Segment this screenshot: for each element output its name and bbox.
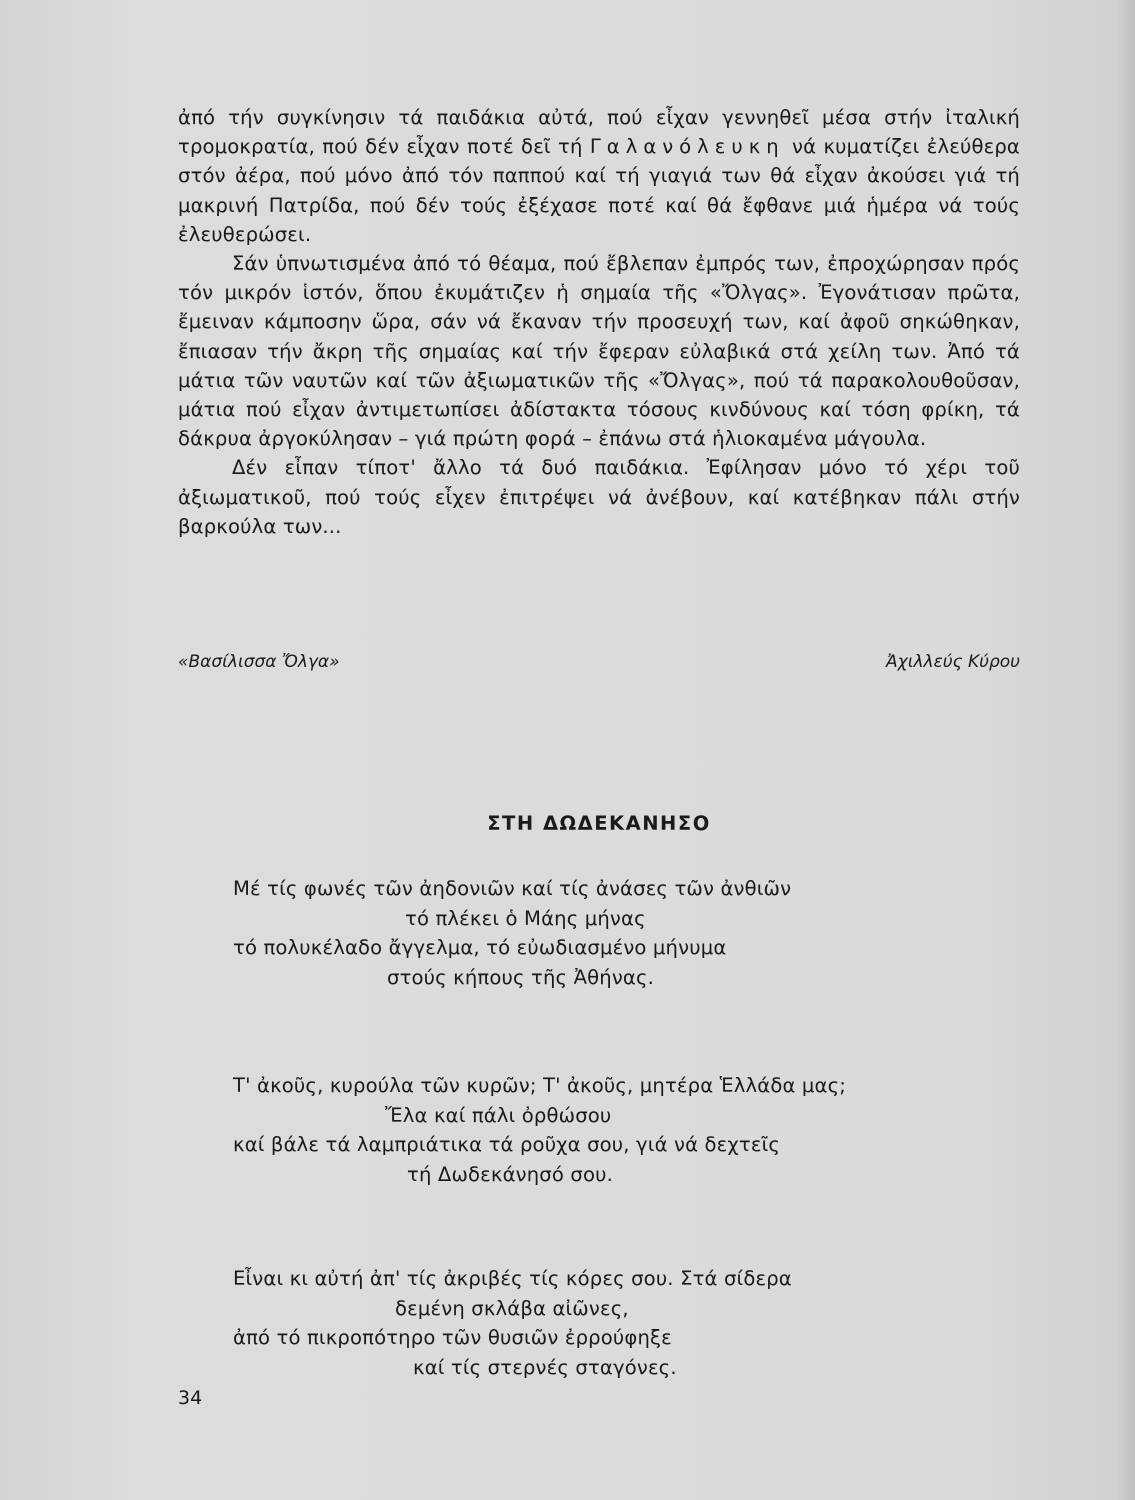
poem-stanza-1	[233, 874, 791, 992]
poem-line: δεμένη σκλάβα αἰῶνες,	[395, 1296, 629, 1320]
citation-author: Ἀχιλλεύς Κύρου	[886, 652, 1020, 672]
poem-stanza-3	[233, 1264, 792, 1382]
poem-line: καί βάλε τά λαμπριάτικα τά ροῦχα σου, γιά νά δεχτεῖς	[233, 1133, 781, 1156]
poem-stanza-2	[233, 1071, 846, 1189]
poem-line: στούς κήπους τῆς Ἀθήνας.	[387, 965, 655, 989]
poem-title: ΣΤΗ ΔΩΔΕΚΑΝΗΣΟ	[487, 812, 711, 835]
prose-section	[178, 103, 1020, 541]
poem-line: Εἶναι κι αὐτή ἀπ' τίς ἀκριβές τίς κόρες σου. Στά σίδερα	[233, 1267, 792, 1290]
page-number: 34	[178, 1387, 203, 1409]
paragraph-1	[178, 103, 1020, 249]
poem-line: Μέ τίς φωνές τῶν ἀηδονιῶν καί τίς ἀνάσες τῶν ἀνθιῶν	[233, 877, 792, 900]
poem-line: καί τίς στερνές σταγόνες.	[413, 1355, 677, 1379]
poem-line: τή Δωδεκάνησό σου.	[407, 1162, 613, 1186]
poem-line: τό πλέκει ὁ Μάης μήνας	[405, 906, 646, 930]
paragraph-1-start: ἀπό τήν συγκίνησιν τά παιδάκια αὐτά, πού εἶχαν γεννηθεῖ μέσα στήν ἰταλική τρομοκρατία, πού δέν εἶχαν ποτέ δεῖ τή	[178, 106, 1020, 159]
paragraph-1-end: νά κυματίζει ἐλεύθερα στόν ἀέρα, πού μόνο ἀπό τόν παππού καί τή γιαγιά των θά εἶχαν ἀκούσει γιά τή μακρινή Πατρίδα, πού δέν τούς ἐξέχασε ποτέ καί θά ἔφθανε μιά ἡμέρα νά τούς ἐλευθερώσει.	[178, 135, 1020, 246]
poem-line: Ἔλα καί πάλι ὀρθώσου	[385, 1103, 612, 1127]
poem-line: ἀπό τό πικροπότηρο τῶν θυσιῶν ἐρρούφηξε	[233, 1326, 672, 1349]
poem-line: τό πολυκέλαδο ἄγγελμα, τό εὐωδιασμένο μήνυμα	[233, 936, 727, 959]
spaced-word: Γαλανόλευκη	[589, 135, 785, 159]
page-edge-shadow	[1117, 0, 1135, 1500]
paragraph-3: Δέν εἶπαν τίποτ' ἄλλο τά δυό παιδάκια. Ἐφίλησαν μόνο τό χέρι τοῦ ἀξιωματικοῦ, πού τούς εἶχεν ἐπιτρέψει νά ἀνέβουν, καί κατέβηκαν πάλι στήν βαρκούλα των...	[178, 456, 1020, 538]
citation-source: «Βασίλισσα Ὄλγα»	[178, 652, 340, 672]
poem-line: Τ' ἀκοῦς, κυρούλα τῶν κυρῶν; Τ' ἀκοῦς, μητέρα Ἑλλάδα μας;	[233, 1074, 846, 1097]
paragraph-2: Σάν ὑπνωτισμένα ἀπό τό θέαμα, πού ἔβλεπαν ἐμπρός των, ἐπροχώρησαν πρός τόν μικρόν ἱστόν, ὅπου ἐκυμάτιζεν ἡ σημαία τῆς «Ὄλγας». Ἐγονάτισαν πρῶτα, ἔμειναν κάμποσην ὥρα, σάν νά ἔκαναν τήν προσευχή των, καί ἀφοῦ σηκώθηκαν, ἔπιασαν τήν ἄκρη τῆς σημαίας καί τήν ἔφεραν εὐλαβικά στά χείλη των. Ἀπό τά μάτια τῶν ναυτῶν καί τῶν ἀξιωματικῶν τῆς «Ὄλγας», πού τά παρακολουθοῦσαν, μάτια πού εἶχαν ἀντιμετωπίσει ἀδίστακτα τόσους κινδύνους καί τόση φρίκη, τά δάκρυα ἀργοκύλησαν – γιά πρώτη φορά – ἐπάνω στά ἡλιοκαμένα μάγουλα.	[178, 252, 1020, 451]
citation	[178, 652, 1020, 672]
